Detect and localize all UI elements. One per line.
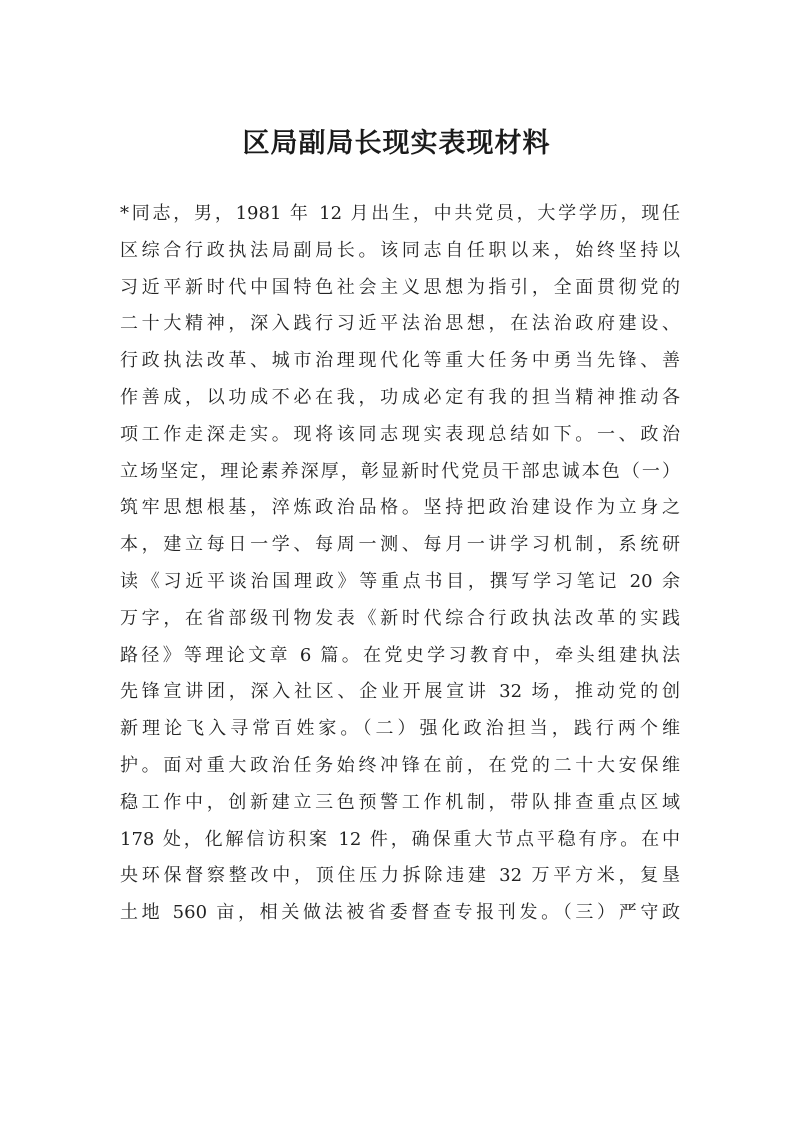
body-line: 立场坚定，理论素养深厚，彰显新时代党员干部忠诚本色（一）: [120, 460, 680, 482]
body-line: 二十大精神，深入践行习近平法治思想，在法治政府建设、: [120, 313, 680, 335]
body-line: 习近平新时代中国特色社会主义思想为指引，全面贯彻党的: [120, 276, 680, 298]
body-line: 万字，在省部级刊物发表《新时代综合行政执法改革的实践: [120, 607, 680, 629]
body-line: 稳工作中，创新建立三色预警工作机制，带队排查重点区域: [120, 791, 680, 813]
body-line: 区综合行政执法局副局长。该同志自任职以来，始终坚持以: [120, 239, 680, 261]
body-line: 路径》等理论文章 6 篇。在党史学习教育中，牵头组建执法: [120, 644, 680, 666]
body-line: *同志，男，1981 年 12 月出生，中共党员，大学学历，现任: [120, 203, 680, 224]
body-line: 178 处，化解信访积案 12 件，确保重大节点平稳有序。在中: [120, 828, 680, 850]
body-line: 作善成，以功成不必在我，功成必定有我的担当精神推动各: [120, 386, 680, 408]
body-line: 央环保督察整改中，顶住压力拆除违建 32 万平方米，复垦: [120, 865, 680, 887]
body-line: 先锋宣讲团，深入社区、企业开展宣讲 32 场，推动党的创: [120, 681, 680, 703]
body-line: 读《习近平谈治国理政》等重点书目，撰写学习笔记 20 余: [120, 570, 680, 592]
body-line: 行政执法改革、城市治理现代化等重大任务中勇当先锋、善: [120, 350, 680, 372]
body-line: 新理论飞入寻常百姓家。（二）强化政治担当，践行两个维: [120, 718, 680, 740]
body-line: 本，建立每日一学、每周一测、每月一讲学习机制，系统研: [120, 534, 680, 556]
body-line: 项工作走深走实。现将该同志现实表现总结如下。一、政治: [120, 423, 680, 445]
body-line: 土地 560 亩，相关做法被省委督查专报刊发。（三）严守政: [120, 902, 680, 924]
document-title: 区局副局长现实表现材料: [242, 128, 551, 159]
document-body: [120, 196, 680, 932]
body-line: 筑牢思想根基，淬炼政治品格。坚持把政治建设作为立身之: [120, 497, 680, 519]
body-line: 护。面对重大政治任务始终冲锋在前，在党的二十大安保维: [120, 754, 680, 776]
